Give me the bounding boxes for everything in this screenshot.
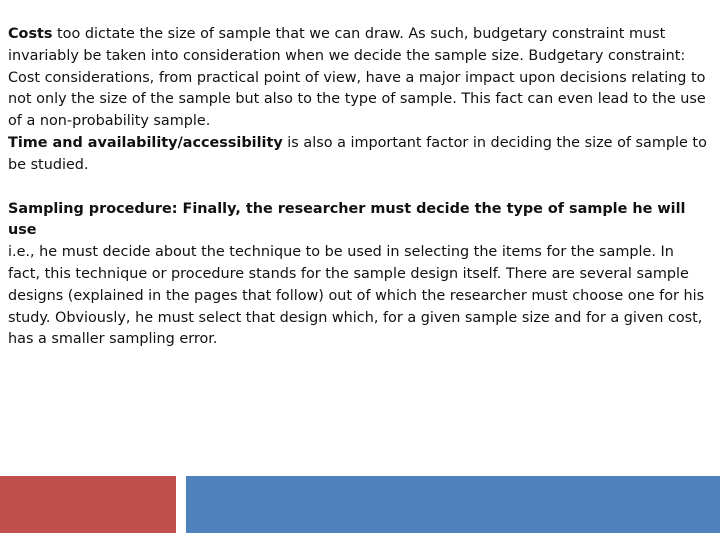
costs-text: too dictate the size of sample that we can draw. As such, budgetary constraint must invariably be taken into consideration when we decide the sample size. Budgetary constraint: Cost considerations, from practical point of view, have a major impact upon decisions relating to not only the size of the sample but also to the type of sample. This fact can even lead to the use of a non-probability sample. bbox=[8, 26, 706, 130]
costs-paragraph bbox=[8, 24, 708, 133]
sampling-paragraph bbox=[8, 199, 708, 352]
sampling-text: i.e., he must decide about the technique to be used in selecting the items for the sample. In fact, this technique or procedure stands for the sample design itself. There are several sample designs (explained in the pages that follow) out of which the researcher must choose one for his study. Obviously, he must select that design which, for a given sample size and for a given cost, has a smaller sampling error. bbox=[8, 244, 705, 348]
time-heading: Time and availability/accessibility bbox=[8, 134, 283, 151]
costs-heading: Costs bbox=[8, 26, 53, 42]
time-text: is also a important factor in deciding the size of sample to be studied. bbox=[8, 134, 707, 173]
slide-body bbox=[8, 24, 708, 351]
paragraph-spacer bbox=[8, 177, 708, 199]
footer-bar-blue bbox=[186, 476, 720, 533]
sampling-heading: Sampling procedure: Finally, the researcher must decide the type of sample he will use bbox=[8, 200, 686, 239]
time-paragraph bbox=[8, 133, 708, 177]
footer-bar-red bbox=[0, 476, 176, 533]
